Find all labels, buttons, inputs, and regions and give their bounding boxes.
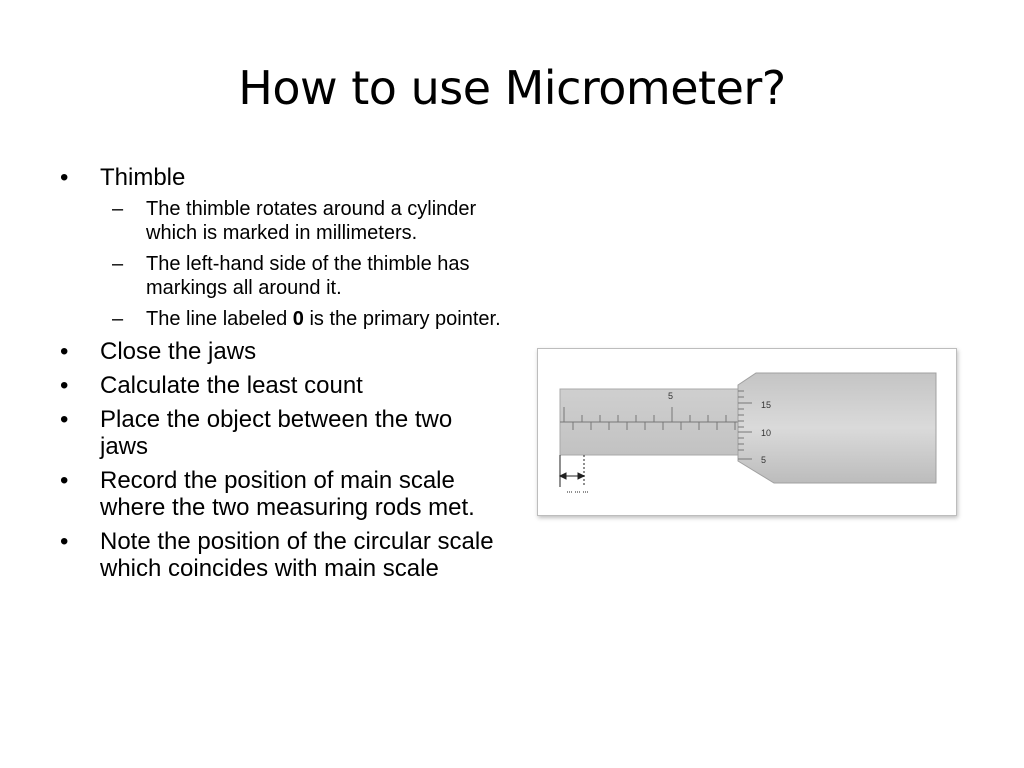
bullet-item: • Close the jaws [56,338,506,365]
sub-bullet-item: – The left-hand side of the thimble has markings all around it. [100,252,506,300]
bullet-item [56,164,506,331]
bullet-text: Thimble [100,164,186,191]
pointer-zero-label: 0 [292,308,304,330]
thimble-label-15: 15 [761,400,772,410]
micrometer-figure [537,348,957,516]
bullet-item: • Calculate the least count [56,372,506,399]
micrometer-illustration [538,349,956,515]
bullet-list [56,164,506,589]
sub-bullet-text: is the primary pointer. [303,308,501,330]
thimble-label-10: 10 [761,428,772,438]
sub-bullet-item: – The thimble rotates around a cylinder which is marked in millimeters. [100,197,506,245]
bullet-item: • Record the position of main scale where the two measuring rods met. [56,467,506,521]
main-scale-label: 5 [668,391,674,401]
sub-bullet-item [100,307,506,331]
thimble-label-5: 5 [761,455,767,465]
bullet-item: • Place the object between the two jaws [56,406,506,460]
sub-bullet-text: The line labeled [146,308,293,330]
dimension-arrow-icon [560,455,584,487]
slide-title: How to use Micrometer? [238,61,786,115]
bullet-item: • Note the position of the circular scale which coincides with main scale [56,528,506,582]
sub-bullet-list [100,197,506,331]
